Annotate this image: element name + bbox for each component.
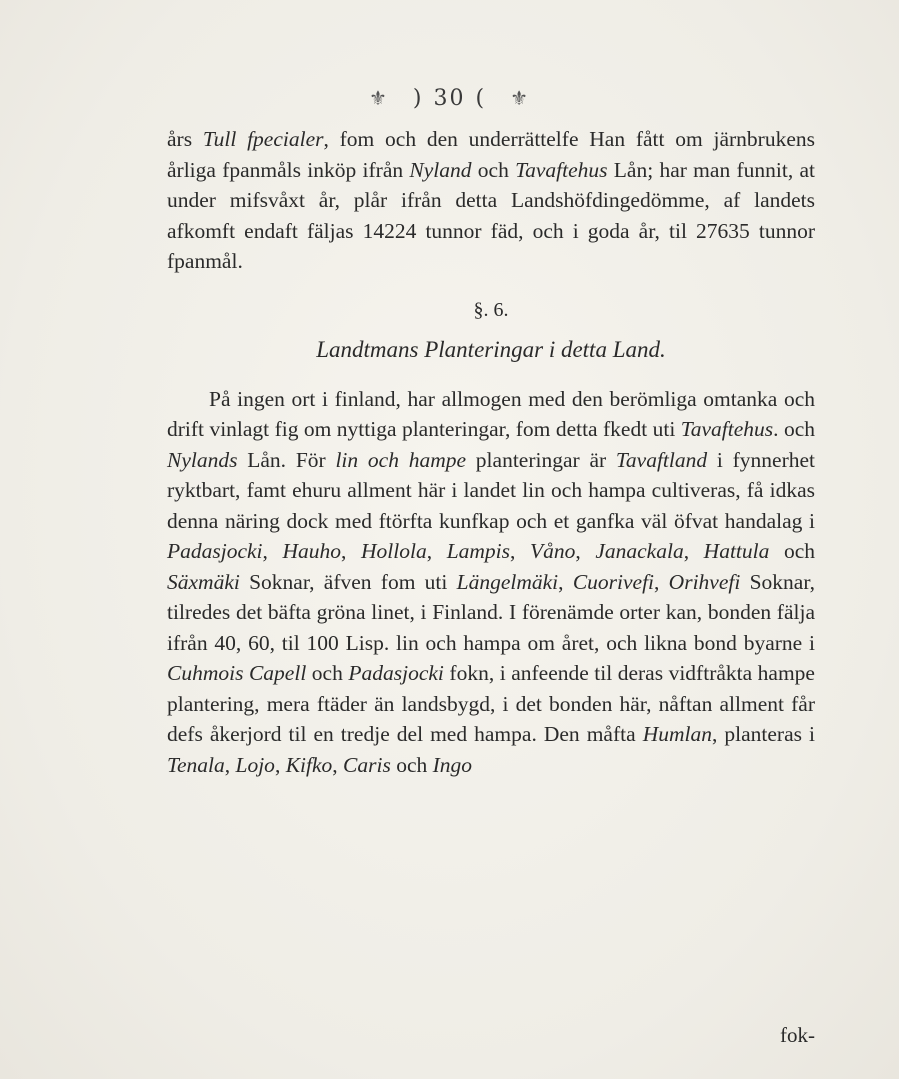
paragraph-continued [167,124,815,277]
italic-run: Säxmäki [167,569,240,594]
italic-run: Cuorivefi [572,569,655,594]
text-run: , [262,539,283,563]
italic-run: Tenala [167,752,225,777]
italic-run: Ingo [432,752,473,777]
italic-run: Kifko [285,752,333,777]
italic-run: Caris [343,752,391,777]
text-run: Soknar, äfven fom uti [239,569,457,594]
text-run: . och [773,417,816,441]
italic-run: Tavaftehus [680,417,774,441]
section-title: Landtmans Planteringar i detta Land. [316,337,666,362]
text-run: och [471,157,516,182]
italic-run: Nylands [167,447,238,472]
text-run: , planteras i [711,722,815,746]
italic-run: Padasjocki [167,539,263,563]
text-run: , [558,569,573,594]
italic-run: Padasjocki [348,661,444,685]
section-number: §. 6. [473,298,509,321]
text-run: , [510,539,530,563]
text-run: , [332,752,344,777]
page-number: 30 [433,86,466,111]
text-run: Lån. För [237,447,336,472]
text-run: och [306,661,349,685]
text-run: och [390,752,433,777]
italic-run: Tavaftehus [515,157,608,182]
main-text [167,124,815,780]
text-run: , [274,752,286,777]
text-run: , [654,569,669,594]
paragraph-planteringar [167,384,815,781]
header-right-paren: ( [475,86,487,111]
italic-run: Nyland [409,157,472,182]
italic-run: Hattula [703,539,770,563]
italic-run: Hauho [282,539,342,563]
italic-run: Orihvefi [668,569,741,594]
fleuron-left-icon: ⚜ [368,86,389,110]
text-run: , fom och den underrättelfe Han fått om järnbrukens årliga fpanmåls inköp ifrån [167,127,815,182]
text-run: , [224,752,236,777]
text-run: , [683,539,704,563]
text-run: planteringar är [466,447,616,472]
text-run: fokn, i anfeende til deras vidftråkta hampe plantering, mera ftäder än landsbygd, i det bonden här, nåftan allment får defs åkerjord til en tredje del med hampa. Den måfta [167,661,815,746]
header-left-paren: ) [412,86,424,111]
text-run: i fynnerhet ryktbart, famt ehuru allment här i landet lin och hampa cultiveras, få idkas denna näring dock med ftörfta kunfkap och et ganfka väl öfvat handalag i [167,447,816,533]
text-run: På ingen ort i finland, har allmogen med den berömliga omtanka och drift vinlagt fig om nyttiga planteringar, fom detta fkedt uti [167,386,815,441]
text-run: Soknar, tilredes det bäfta gröna linet, i Finland. I förenämde orter kan, bonden fälja ifrån 40, 60, til 100 Lisp. lin och hampa om året, och likna bond byarne i [167,569,816,655]
italic-run: Tavaftland [615,447,708,472]
text-run: , [426,539,447,563]
italic-run: Humlan [642,722,712,746]
text-run: och [769,539,816,563]
text-run: , [341,539,362,563]
italic-run: Våno [529,539,576,563]
text-run: års [167,127,203,151]
italic-run: Janackala [595,539,684,563]
running-header [0,86,899,111]
italic-run: Tull fpecialer [202,127,324,151]
italic-run: Cuhmois Capell [167,661,307,685]
text-run: , [575,539,596,563]
fleuron-right-icon: ⚜ [510,86,531,110]
text-run: Lån; har man funnit, at under mifsvåxt år, plår ifrån detta Landshöfdingedömme, af landets afkomft endaft fäljas 14224 tunnor fäd, och i goda år, til 27635 tunnor fpanmål. [167,157,815,273]
italic-run: Lojo [235,752,275,777]
italic-run: Lampis [446,539,511,563]
italic-run: lin och hampe [335,447,467,472]
italic-run: Hollola [361,539,427,563]
italic-run: Längelmäki [456,569,559,594]
catchword: fok- [780,1023,815,1047]
